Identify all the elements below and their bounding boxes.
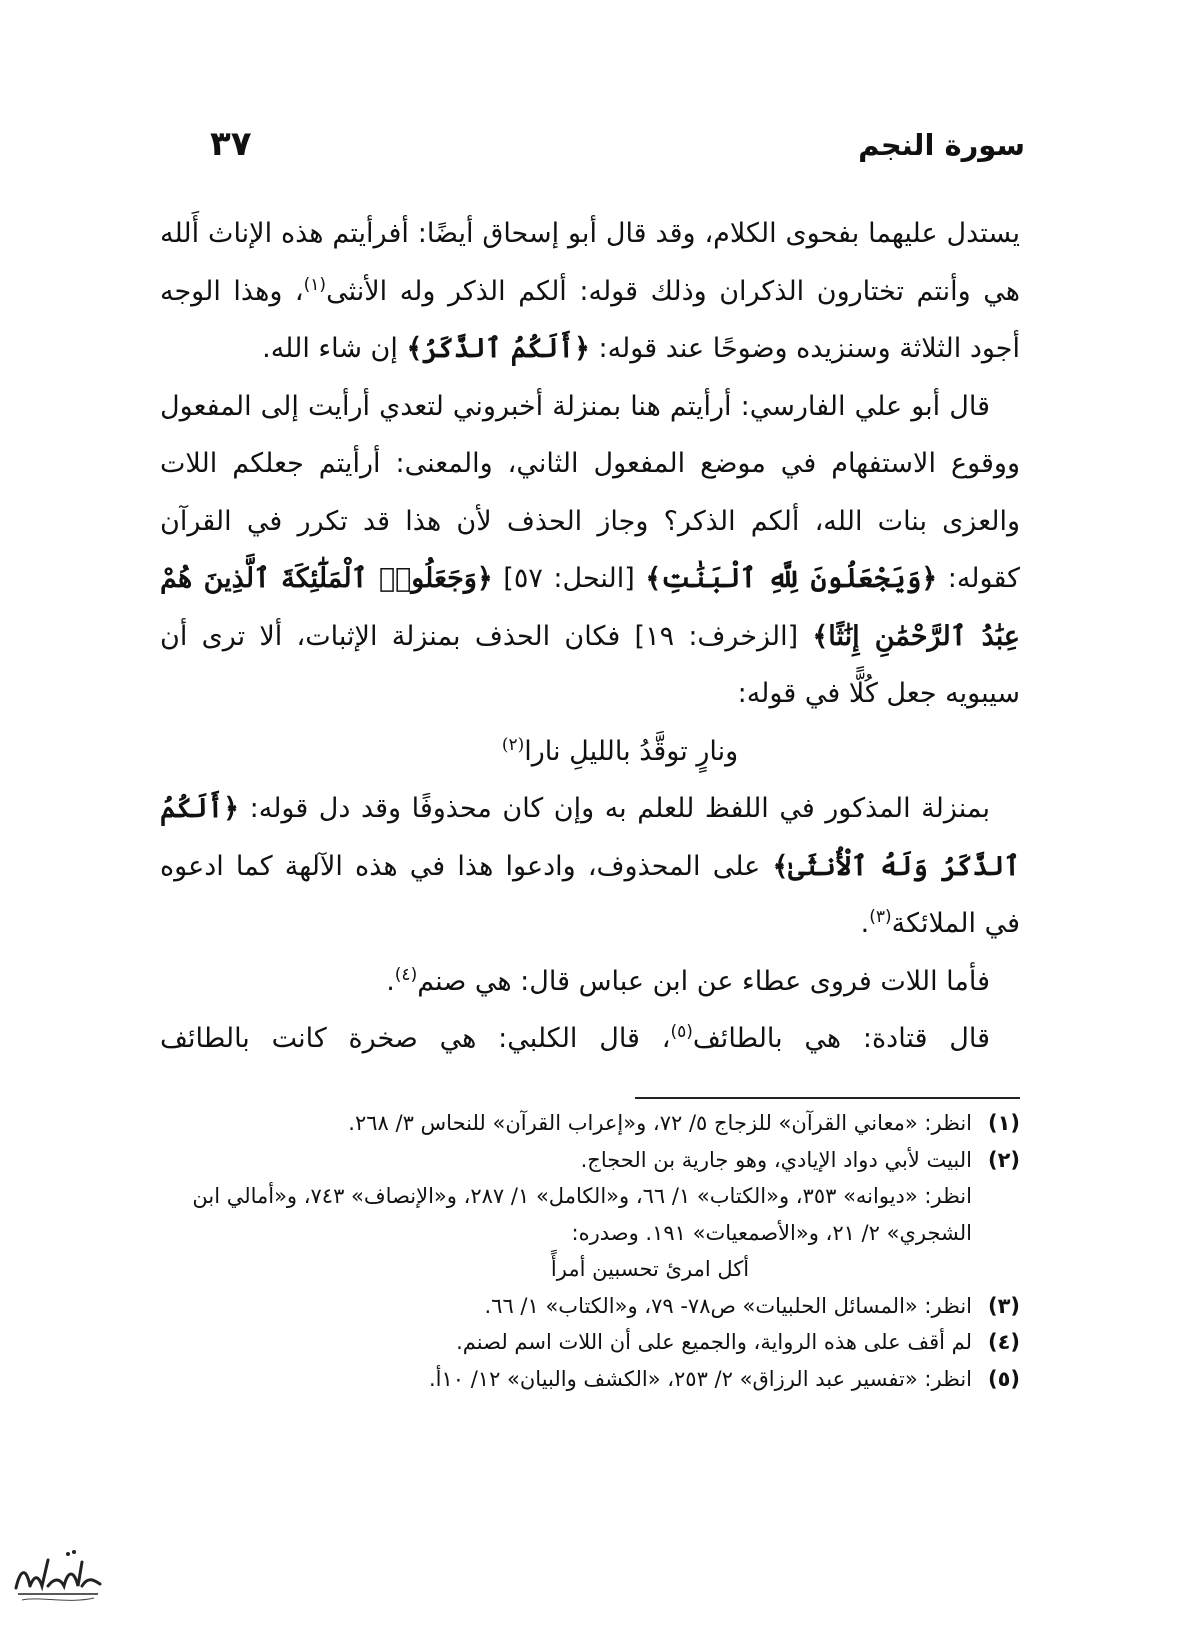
paragraph-1 xyxy=(160,205,1020,378)
footnote-separator xyxy=(635,1097,1020,1099)
paragraph-2-text: قال أبو علي الفارسي: أرأيتم هنا بمنزلة أخبروني لتعدي أرأيت إلى المفعول ووقوع الاستفهام في موضع المفعول الثاني، والمعنى: أرأيتم جعلكم اللات والعزى بنات الله، ألكم الذكر؟ وجاز الحذف لأن هذا قد تكرر في القرآن كقوله: xyxy=(160,390,1020,594)
footnote-text: لم أقف على هذه الرواية، والجميع على أن اللات اسم لصنم. xyxy=(456,1330,972,1354)
paragraph-4-text: فأما اللات فروى عطاء عن ابن عباس قال: هي صنم xyxy=(417,965,990,997)
footnote-text: انظر: «المسائل الحلبيات» ص٧٨- ٧٩، و«الكتاب» ١/ ٦٦. xyxy=(484,1293,972,1318)
paragraph-2-text-b: [الزخرف: ١٩] فكان الحذف بمنزلة الإثبات، ألا ترى أن سيبويه جعل كُلًّا في قوله: xyxy=(160,620,1020,709)
footnote-text: انظر: «معاني القرآن» للزجاج ٥/ ٧٢، و«إعراب القرآن» للنحاس ٣/ ٢٦٨. xyxy=(348,1111,972,1135)
poetry-verse-text: ونارٍ توقَّدُ بالليلِ نارا xyxy=(524,735,739,767)
footnote-number: (٣) xyxy=(987,1293,1020,1318)
footnote-ref-1: (١) xyxy=(303,274,327,295)
footnote-1 xyxy=(160,1105,1020,1142)
paragraph-1-text-b: ، وهذا الوجه أجود الثلاثة وسنزيده وضوحًا عند قوله: xyxy=(160,275,1020,364)
paragraph-3-end: . xyxy=(860,908,870,939)
paragraph-1-text: يستدل عليهما بفحوى الكلام، وقد قال أبو إسحاق أيضًا: أفرأيتم هذه الإناث أَلله هي وأنتم تختارون الذكران وذلك قوله: ألكم الذكر وله الأنثى xyxy=(160,218,1020,307)
poetry-verse xyxy=(160,723,1020,781)
paragraph-2 xyxy=(160,378,1020,723)
footnote-number: (١) xyxy=(987,1111,1020,1135)
footnote-ref-5: (٥) xyxy=(670,1022,693,1042)
footnote-2 xyxy=(160,1142,1020,1179)
footnote-text: انظر: «تفسير عبد الرزاق» ٢/ ٢٥٣، «الكشف والبيان» ١٢/ ١٠أ. xyxy=(428,1366,972,1391)
paragraph-3-text-b: على المحذوف، وادعوا هذا في هذه الآلهة كما ادعوه في الملائكة xyxy=(160,850,1020,939)
quran-citation: [النحل: ٥٧] xyxy=(492,563,646,594)
footnote-number: (٤) xyxy=(987,1330,1020,1354)
paragraph-5 xyxy=(160,1010,1020,1068)
paragraph-5-text: قال قتادة: هي بالطائف xyxy=(692,1023,990,1054)
library-logo-icon xyxy=(8,1540,108,1612)
surah-title: سورة النجم xyxy=(858,128,1025,162)
paragraph-3 xyxy=(160,780,1020,953)
paragraph-4 xyxy=(160,953,1020,1011)
footnote-2-continued: انظر: «ديوانه» ٣٥٣، و«الكتاب» ١/ ٦٦، و«الكامل» ١/ ٢٨٧، و«الإنصاف» ٧٤٣، و«أمالي ابن الشجري» ٢/ ٢١، و«الأصمعيات» ١٩١. وصدره: xyxy=(192,1184,972,1245)
paragraph-5-text-b: ، قال الكلبي: هي صخرة كانت بالطائف xyxy=(160,1023,671,1054)
footnote-number: (٥) xyxy=(987,1366,1020,1391)
footnote-4 xyxy=(160,1324,1020,1361)
page-header xyxy=(140,124,1025,176)
footnote-3 xyxy=(160,1288,1020,1325)
quran-quote: ﴿وَيَجْعَلُونَ لِلَّهِ ٱلْبَنَٰتِ﴾ xyxy=(645,563,938,594)
library-logo-svg xyxy=(8,1540,108,1612)
quran-quote: ﴿أَلَكُمُ ٱلذَّكَرُ وَلَهُ ٱلْأُنثَىٰ﴾ xyxy=(160,793,1020,882)
footnote-ref-4: (٤) xyxy=(394,964,418,985)
footnote-2-verse: أكل امرئ تحسبين أمرأً xyxy=(550,1257,750,1281)
footnote-ref-3: (٣) xyxy=(869,907,892,927)
footnote-number: (٢) xyxy=(987,1147,1020,1172)
main-text xyxy=(160,205,1020,1068)
paragraph-4-end: . xyxy=(386,965,395,997)
footnote-5 xyxy=(160,1361,1020,1398)
page-number: ٣٧ xyxy=(210,124,252,164)
paragraph-1-text-c: إن شاء الله. xyxy=(262,333,407,364)
quran-quote: ﴿وَجَعَلُوا۟ ٱلْمَلَٰٓئِكَةَ ٱلَّذِينَ هُمْ عِبَٰدُ ٱلرَّحْمَٰنِ إِنَٰثًا﴾ xyxy=(160,563,1020,652)
footnotes xyxy=(160,1105,1020,1397)
quran-quote: ﴿أَلَكُمُ ٱلذَّكَرُ﴾ xyxy=(406,333,590,364)
footnote-text: البيت لأبي دواد الإيادي، وهو جارية بن الحجاج. xyxy=(580,1147,972,1172)
paragraph-3-text: بمنزلة المذكور في اللفظ للعلم به وإن كان محذوفًا وقد دل قوله: xyxy=(239,793,990,824)
footnote-ref-2: (٢) xyxy=(501,734,525,755)
